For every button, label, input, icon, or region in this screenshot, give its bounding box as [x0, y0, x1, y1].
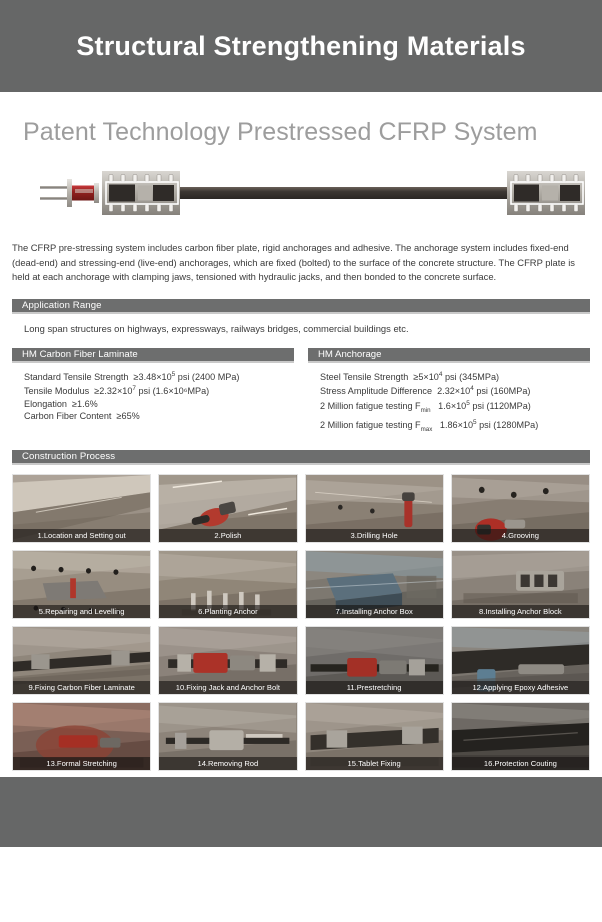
anchorage-panel: [308, 348, 590, 436]
anchorage-panel-title: HM Anchorage: [318, 348, 382, 360]
cfrp-plate: [140, 187, 520, 199]
laminate-panel-title: HM Carbon Fiber Laminate: [22, 348, 138, 360]
right-clamp-window-2: [560, 185, 580, 201]
spec-value: ≥5×10: [413, 371, 439, 382]
process-step-tile[interactable]: [158, 550, 297, 619]
anchorage-assembly-svg: [20, 157, 592, 229]
spec-value: ≥1.6%: [72, 398, 98, 409]
spec-row: [24, 383, 294, 397]
left-clamp-body: [138, 186, 152, 201]
spec-label: Standard Tensile Strength: [24, 371, 129, 382]
spec-value-tail: psi (1.6×10⁶MPa): [135, 386, 210, 397]
process-step-caption: 11.Prestretching: [306, 681, 443, 694]
jack-collar: [94, 183, 99, 203]
process-step-caption: 9.Fixing Carbon Fiber Laminate: [13, 681, 150, 694]
process-step-caption: 8.Installing Anchor Block: [452, 605, 589, 618]
process-step-tile[interactable]: [12, 550, 151, 619]
spec-label: Elongation: [24, 398, 67, 409]
spec-exponent: 5: [473, 418, 477, 426]
spec-label: 2 Million fatigue testing F: [320, 419, 421, 430]
jack-label: [75, 189, 93, 193]
right-clamp-window-1: [514, 185, 539, 202]
process-step-caption: 16.Protection Couting: [452, 757, 589, 770]
spec-label: Carbon Fiber Content: [24, 411, 112, 422]
process-step-tile[interactable]: [305, 474, 444, 543]
content-area: [0, 98, 602, 771]
process-step-caption: 5.Repairing and Levelling: [13, 605, 150, 618]
spec-exponent: 4: [438, 370, 443, 378]
right-clamp-body: [542, 186, 558, 201]
process-step-caption: 3.Drilling Hole: [306, 529, 443, 542]
process-step-tile[interactable]: [451, 626, 590, 695]
application-range-header: [12, 299, 590, 314]
spec-label: Stress Amplitude Difference: [320, 386, 433, 397]
process-step-tile[interactable]: [158, 702, 297, 771]
spec-row: [320, 383, 590, 397]
process-step-tile[interactable]: [158, 474, 297, 543]
application-range-label: Application Range: [22, 299, 102, 311]
spec-label: Steel Tensile Strength: [320, 371, 409, 382]
spec-subscript: max: [420, 425, 433, 433]
process-step-caption: 14.Removing Rod: [159, 757, 296, 770]
spec-row: [320, 417, 590, 436]
process-step-caption: 2.Polish: [159, 529, 296, 542]
left-clamp-window-2: [153, 185, 174, 201]
spec-label: 2 Million fatigue testing F: [320, 400, 421, 411]
spec-exponent: 5: [171, 370, 176, 378]
process-step-tile[interactable]: [305, 550, 444, 619]
intro-paragraph: The CFRP pre-stressing system includes carbon fiber plate, rigid anchorages and adhesive. The anchorage system includes fixed-end (dead-end) and stressing-end (live-end) anchorages, which are fixed (bolted) to the surface of the concrete structure. The CFRP plate is held at each anchorage with clamping jaws, tensioned with hydraulic jacks, and then bonded to the concrete surface.: [12, 242, 575, 283]
process-step-tile[interactable]: [451, 702, 590, 771]
spec-value-tail: psi (1280MPa): [476, 419, 539, 430]
process-step-tile[interactable]: [158, 626, 297, 695]
spec-value-tail: psi (1120MPa): [469, 400, 531, 411]
page-title: Structural Strengthening Materials: [76, 30, 526, 61]
spec-value: 2.32×10: [437, 386, 471, 397]
process-step-caption: 4.Grooving: [452, 529, 589, 542]
page-banner: [0, 0, 602, 92]
process-step-tile[interactable]: [305, 626, 444, 695]
process-step-tile[interactable]: [12, 702, 151, 771]
spec-exponent: 5: [466, 399, 470, 407]
spec-subscript: min: [420, 406, 431, 414]
spec-value: ≥2.32×10: [94, 386, 133, 397]
laminate-panel-header: [12, 348, 294, 363]
spec-row: [320, 398, 590, 417]
process-step-tile[interactable]: [451, 474, 590, 543]
process-step-caption: 10.Fixing Jack and Anchor Bolt: [159, 681, 296, 694]
left-clamp-window-1: [109, 185, 135, 202]
laminate-spec-list: [12, 363, 294, 423]
spec-row: [24, 369, 294, 383]
spec-value: ≥65%: [116, 411, 140, 422]
construction-process-header: [12, 450, 590, 465]
spec-panels: [12, 348, 590, 436]
section-subtitle: Patent Technology Prestressed CFRP System: [23, 118, 538, 146]
spec-exponent: 7: [132, 385, 136, 393]
process-step-caption: 13.Formal Stretching: [13, 757, 150, 770]
spec-value: 1.6×10: [438, 400, 467, 411]
page-footer: [0, 777, 602, 847]
laminate-panel: [12, 348, 294, 436]
spec-label: Tensile Modulus: [24, 386, 90, 397]
spec-row: [24, 410, 294, 422]
process-step-caption: 15.Tablet Fixing: [306, 757, 443, 770]
process-step-caption: 6.Planting Anchor: [159, 605, 296, 618]
process-step-tile[interactable]: [451, 550, 590, 619]
reaction-plate: [67, 179, 72, 207]
process-step-tile[interactable]: [12, 626, 151, 695]
anchorage-spec-list: [308, 363, 590, 436]
process-step-caption: 1.Location and Setting out: [13, 529, 150, 542]
spec-value: ≥3.48×10: [133, 371, 172, 382]
construction-process-label: Construction Process: [22, 451, 116, 463]
process-step-caption: 12.Applying Epoxy Adhesive: [452, 681, 589, 694]
spec-value-tail: psi (2400 MPa): [175, 371, 240, 382]
process-step-tile[interactable]: [305, 702, 444, 771]
process-step-caption: 7.Installing Anchor Box: [306, 605, 443, 618]
process-step-tile[interactable]: [12, 474, 151, 543]
spec-exponent: 4: [470, 385, 474, 393]
application-range-text: Long span structures on highways, expressways, railways bridges, commercial buildings etc.: [24, 322, 409, 334]
spec-row: [320, 369, 590, 383]
cfrp-system-diagram: [10, 157, 592, 229]
spec-row: [24, 398, 294, 410]
spec-value: 1.86×10: [439, 419, 474, 430]
anchorage-panel-header: [308, 348, 590, 363]
spec-value-tail: psi (345MPa): [442, 371, 500, 382]
construction-process-grid: [12, 474, 590, 771]
spec-value-tail: psi (160MPa): [473, 386, 531, 397]
